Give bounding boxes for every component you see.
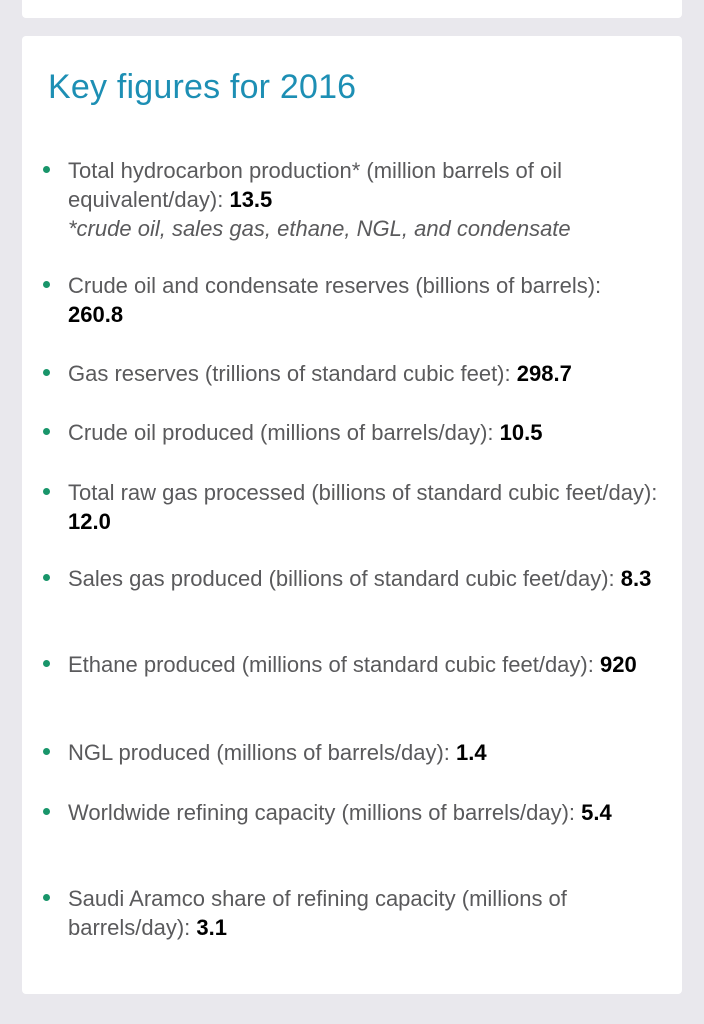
- item-value: 298.7: [516, 361, 572, 386]
- item-value: 8.3: [620, 566, 652, 591]
- bullet-icon: [43, 369, 50, 376]
- item-value: 260.8: [68, 302, 124, 327]
- list-item-crude-oil-condensate-reserves: [68, 271, 658, 329]
- item-label: NGL produced (millions of barrels/day):: [68, 740, 450, 765]
- item-value: 1.4: [456, 740, 487, 765]
- item-label: Sales gas produced (billions of standard cubic feet/day):: [68, 566, 615, 591]
- item-label: Worldwide refining capacity (millions of barrels/day):: [68, 800, 576, 825]
- bullet-icon: [43, 748, 50, 755]
- list-item-sales-gas-produced: [68, 564, 658, 593]
- bullet-icon: [43, 660, 50, 667]
- item-footnote: *crude oil, sales gas, ethane, NGL, and condensate: [68, 216, 571, 241]
- item-label: Ethane produced (millions of standard cubic feet/day):: [68, 652, 594, 677]
- list-item-crude-oil-produced: [68, 418, 658, 447]
- list-item-gas-reserves: [68, 359, 658, 388]
- bullet-icon: [43, 574, 50, 581]
- item-label: Total hydrocarbon production* (million barrels of oil equivalent/day):: [68, 158, 563, 212]
- card-title: Key figures for 2016: [48, 68, 357, 106]
- bullet-icon: [43, 281, 50, 288]
- key-figures-card: [22, 36, 682, 994]
- item-value: 5.4: [581, 800, 612, 825]
- bullet-icon: [43, 808, 50, 815]
- item-label: Gas reserves (trillions of standard cubic feet):: [68, 361, 511, 386]
- item-label: Total raw gas processed (billions of standard cubic feet/day):: [68, 480, 658, 505]
- bullet-icon: [43, 894, 50, 901]
- item-value: 13.5: [229, 187, 273, 212]
- key-figures-list: [22, 36, 682, 994]
- item-value: 12.0: [68, 509, 111, 534]
- item-value: 920: [599, 652, 637, 677]
- list-item-ngl-produced: [68, 738, 658, 767]
- bullet-icon: [43, 166, 50, 173]
- list-item-saudi-aramco-refining-share: [68, 884, 658, 942]
- list-item-worldwide-refining-capacity: [68, 798, 658, 827]
- item-label: Crude oil and condensate reserves (billions of barrels):: [68, 273, 602, 298]
- list-item-ethane-produced: [68, 650, 658, 679]
- bullet-icon: [43, 488, 50, 495]
- item-value: 3.1: [196, 915, 227, 940]
- item-label: Crude oil produced (millions of barrels/day):: [68, 420, 494, 445]
- item-value: 10.5: [499, 420, 543, 445]
- item-label: Saudi Aramco share of refining capacity (millions of barrels/day):: [68, 886, 567, 940]
- previous-card-edge: [22, 0, 682, 18]
- list-item-total-raw-gas-processed: [68, 478, 658, 536]
- bullet-icon: [43, 428, 50, 435]
- list-item-total-hydrocarbon-production: [68, 156, 658, 243]
